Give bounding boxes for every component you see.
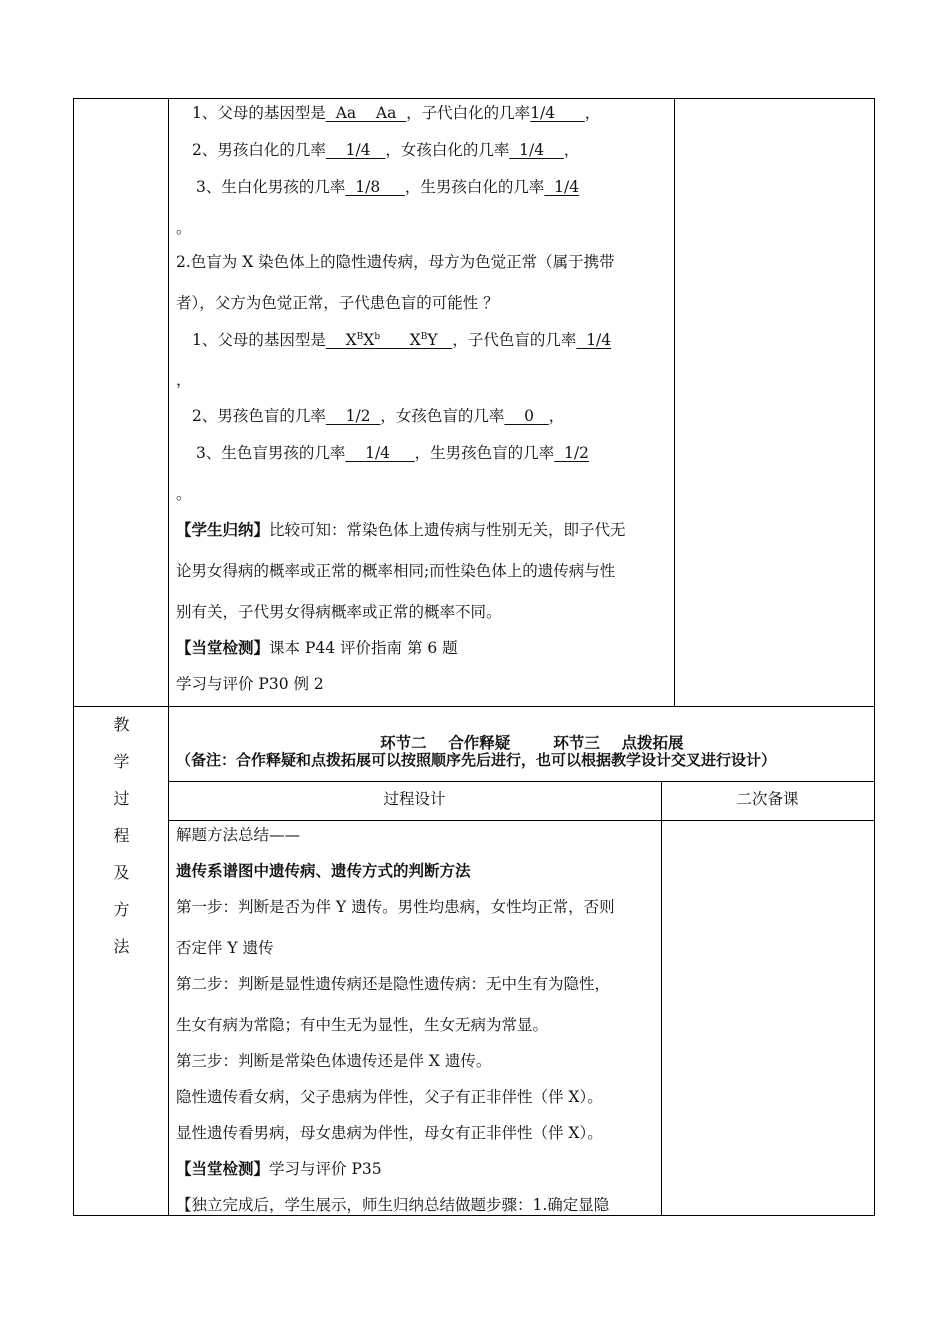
step-3-line: 第三步：判断是常染色体遗传还是伴 X 遗传。 [176, 1052, 492, 1070]
genotype-line-1 [192, 103, 600, 123]
son-albino-label: ，生男孩白化的几率 [404, 178, 545, 196]
albino-son-line [196, 177, 579, 197]
cb-genotype-label: 1、父母的基因型是 [192, 331, 326, 349]
punctuation: ， [548, 407, 565, 425]
left-label-char: 及 [113, 863, 130, 882]
upper-right-divider [674, 98, 675, 706]
section-title-3: 环节三 点拨拓展 [553, 734, 684, 752]
summary-text: 比较可知：常染色体上遗传病与性别无关，即子代无 [269, 521, 626, 539]
question-2-line-1: 2.色盲为 X 染色体上的隐性遗传病，母方为色觉正常（属于携带 [176, 253, 615, 271]
punctuation: ， [563, 141, 580, 159]
table-right-border [874, 98, 875, 1216]
genotype-answer: Aa Aa [325, 104, 407, 122]
step-2-line-2: 生女有病为常隐；有中生无为显性，生女无病为常显。 [176, 1016, 549, 1034]
cb-son-answer: 1/4 [345, 444, 415, 462]
albino-son-label: 3、生白化男孩的几率 [196, 178, 346, 196]
albino-prob-answer: 1/4 [530, 104, 585, 122]
left-label-char: 教 [113, 715, 130, 734]
class-check-label: 【当堂检测】 [176, 639, 270, 657]
albino-son-answer: 1/8 [345, 178, 405, 196]
lower-check-line [176, 1159, 382, 1179]
cb-prob-label: ，子代色盲的几率 [452, 331, 577, 349]
second-prep-header: 二次备课 [736, 790, 799, 808]
step-1-line-2: 否定伴 Y 遗传 [176, 939, 274, 957]
step-2-line-1: 第二步：判断是显性遗传病还是隐性遗传病：无中生有为隐性， [176, 975, 611, 993]
boy-cb-answer: 1/2 [325, 407, 381, 425]
girl-cb-answer: 0 [504, 407, 549, 425]
genotype-label: 1、父母的基因型是 [192, 104, 326, 122]
allele-sup: B [420, 331, 428, 342]
girl-cb-label: ，女孩色盲的几率 [380, 407, 505, 425]
colorblind-son-line [196, 443, 589, 463]
son-cb-label: ，生男孩色盲的几率 [414, 444, 555, 462]
girl-albino-answer: 1/4 [509, 141, 564, 159]
albino-boy-girl-line [192, 140, 579, 160]
genotype-mother: X [345, 331, 357, 349]
cb-son-label: 3、生色盲男孩的几率 [196, 444, 346, 462]
cb-genotype-answer [326, 331, 452, 349]
left-label-char: 学 [113, 752, 130, 771]
student-summary-label: 【学生归纳】 [176, 521, 270, 539]
independent-completion-line: 【独立完成后，学生展示，师生归纳总结做题步骤：1.确定显隐 [176, 1196, 610, 1214]
boy-albino-answer: 1/4 [325, 141, 386, 159]
line-end-period: 。 [176, 219, 192, 237]
column-header-bottom-line [168, 820, 875, 821]
boy-cb-label: 2、男孩色盲的几率 [192, 407, 326, 425]
left-label-char: 程 [113, 826, 130, 845]
colorblind-boy-girl-line [192, 406, 564, 426]
genotype-father-y: Y [427, 331, 438, 349]
punctuation: ， [584, 104, 601, 122]
dominant-rule: 显性遗传看男病，母女患病为伴性，母女有正非伴性（伴 X）。 [176, 1124, 603, 1142]
lower-check-label: 【当堂检测】 [176, 1160, 270, 1178]
left-column-divider [168, 98, 169, 1216]
class-check-text: 课本 P44 评价指南 第 6 题 [269, 639, 458, 657]
colorblind-genotype-line [192, 330, 611, 350]
boy-albino-label: 2、男孩白化的几率 [192, 141, 326, 159]
genotype-father: X [409, 331, 421, 349]
header-bottom-line [168, 781, 875, 782]
method-heading: 遗传系谱图中遗传病、遗传方式的判断方法 [176, 862, 471, 880]
method-summary-title: 解题方法总结—— [176, 826, 301, 844]
left-label-char: 法 [113, 937, 130, 956]
albino-prob-label: ，子代白化的几率 [406, 104, 531, 122]
lower-check-text: 学习与评价 P35 [269, 1160, 382, 1178]
genotype-mother-x2: X [363, 331, 375, 349]
student-summary-line-3: 别有关，子代男女得病概率或正常的概率不同。 [176, 603, 502, 621]
son-cb-answer: 1/2 [554, 444, 589, 462]
lower-right-divider [661, 781, 662, 1216]
row-divider [73, 706, 875, 707]
girl-albino-label: ，女孩白化的几率 [385, 141, 510, 159]
section-title-2: 环节二 合作释疑 [380, 734, 511, 752]
left-label-char: 过 [113, 789, 130, 808]
son-albino-answer: 1/4 [544, 178, 580, 196]
student-summary-line-2: 论男女得病的概率或正常的概率相同;而性染色体上的遗传病与性 [176, 562, 616, 580]
left-label-char: 方 [113, 900, 130, 919]
allele-sup: b [374, 331, 381, 342]
recessive-rule: 隐性遗传看女病，父子患病为伴性，父子有正非伴性（伴 X）。 [176, 1088, 603, 1106]
class-check-line [176, 638, 458, 658]
line-end-comma: ， [176, 371, 192, 389]
section-note: （备注：合作释疑和点拨拓展可以按照顺序先后进行，也可以根据教学设计交叉进行设计） [176, 751, 777, 769]
process-design-header: 过程设计 [383, 790, 446, 808]
question-2-line-2: 者），父方为色觉正常，子代患色盲的可能性 ？ [176, 294, 499, 312]
step-1-line-1: 第一步：判断是否为伴 Y 遗传。男性均患病，女性均正常，否则 [176, 898, 615, 916]
cb-prob-answer: 1/4 [576, 331, 612, 349]
line-end-period: 。 [176, 485, 192, 503]
student-summary-line-1 [176, 520, 626, 540]
table-left-border [73, 98, 74, 1216]
table-top-border [73, 98, 875, 99]
class-check-line-2: 学习与评价 P30 例 2 [176, 675, 324, 693]
table-bottom-border [73, 1215, 875, 1216]
allele-sup: B [356, 331, 364, 342]
